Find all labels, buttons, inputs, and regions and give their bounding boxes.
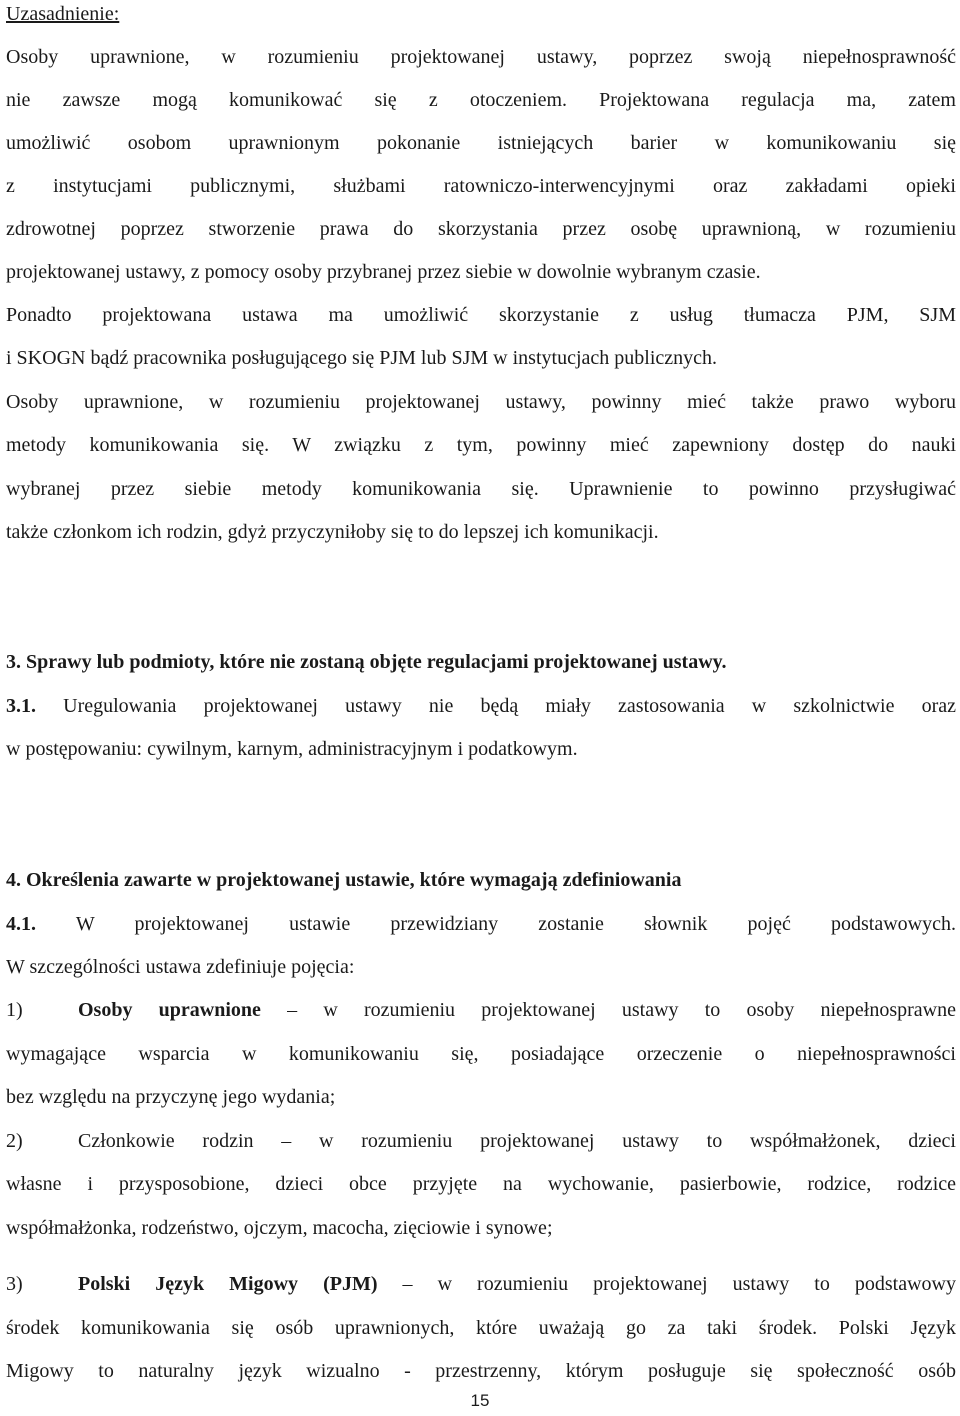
heading: Uzasadnienie: <box>6 3 120 25</box>
section4-title <box>6 866 956 894</box>
definition-item-3 <box>6 1270 956 1298</box>
item-3-number: 3) <box>6 1273 23 1295</box>
par1-line-6: projektowanej ustawy, z pomocy osoby przybranej przez siebie w dowolnie wybranym czasie. <box>6 261 761 283</box>
page-number: 15 <box>470 1391 490 1410</box>
item-3-line-3: Migowy to naturalny język wizualno - przestrzenny, którym posługuje się społeczność osób <box>6 1360 956 1382</box>
par3-line-1: Osoby uprawnione, w rozumieniu projektowanej ustawy, powinny mieć także prawo wyboru <box>6 391 956 413</box>
item-1-line-3: bez względu na przyczynę jego wydania; <box>6 1086 336 1108</box>
par3-line-4: także członkom ich rodzin, gdyż przyczyniłoby się to do lepszej ich komunikacji. <box>6 521 659 543</box>
par1-line-3: umożliwić osobom uprawnionym pokonanie istniejących barier w komunikowaniu się <box>6 132 956 154</box>
section4-sub-number: 4.1. <box>6 913 36 935</box>
item-1-rest: – w rozumieniu projektowanej ustawy to osoby niepełnosprawne <box>260 999 956 1021</box>
item-1-line-2: wymagające wsparcia w komunikowaniu się, posiadające orzeczenie o niepełnosprawności <box>6 1043 956 1065</box>
item-3-term: Polski Język Migowy (PJM) <box>78 1273 378 1295</box>
section3-line-2: w postępowaniu: cywilnym, karnym, administracyjnym i podatkowym. <box>6 738 578 760</box>
item-3-line-2: środek komunikowania się osób uprawnionych, które uważają go za taki środek. Polski Język <box>6 1317 956 1339</box>
section3-sub-number: 3.1. <box>6 695 36 717</box>
section4-title-text: 4. Określenia zawarte w projektowanej ustawie, które wymagają zdefiniowania <box>6 869 682 891</box>
item-3-rest: – w rozumieniu projektowanej ustawy to podstawowy <box>377 1273 956 1295</box>
item-2-number: 2) <box>6 1130 23 1152</box>
definition-item-2 <box>6 1127 956 1155</box>
section4-line-1 <box>6 910 956 938</box>
item-2-line-2: własne i przysposobione, dzieci obce przyjęte na wychowanie, pasierbowie, rodzice, rodzice <box>6 1173 956 1195</box>
par3-line-3: wybranej przez siebie metody komunikowania się. Uprawnienie to powinno przysługiwać <box>6 478 956 500</box>
item-2-first: Członkowie rodzin – w rozumieniu projektowanej ustawy to współmałżonek, dzieci <box>78 1130 956 1152</box>
section3-line-1 <box>6 692 956 720</box>
item-2-line-3: współmałżonka, rodzeństwo, ojczym, macocha, zięciowie i synowe; <box>6 1217 553 1239</box>
par3-line-2: metody komunikowania się. W związku z tym, powinny mieć zapewniony dostęp do nauki <box>6 434 956 456</box>
par1-line-5: zdrowotnej poprzez stworzenie prawa do skorzystania przez osobę uprawnioną, w rozumieniu <box>6 218 956 240</box>
par1-line-4: z instytucjami publicznymi, służbami ratowniczo-interwencyjnymi oraz zakładami opieki <box>6 175 956 197</box>
section4-line-1-text: W projektowanej ustawie przewidziany zostanie słownik pojęć podstawowych. <box>75 913 956 935</box>
par1-line-2: nie zawsze mogą komunikować się z otoczeniem. Projektowana regulacja ma, zatem <box>6 89 956 111</box>
par1-line-1: Osoby uprawnione, w rozumieniu projektowanej ustawy, poprzez swoją niepełnosprawność <box>6 46 956 68</box>
par2-line-2: i SKOGN bądź pracownika posługującego się PJM lub SJM w instytucjach publicznych. <box>6 347 718 369</box>
section3-title <box>6 648 956 676</box>
par2-line-1: Ponadto projektowana ustawa ma umożliwić skorzystanie z usług tłumacza PJM, SJM <box>6 304 956 326</box>
section4-line-2: W szczególności ustawa zdefiniuje pojęcia: <box>6 956 355 978</box>
section3-title-text: 3. Sprawy lub podmioty, które nie zostaną objęte regulacjami projektowanej ustawy. <box>6 651 727 673</box>
item-1-term: Osoby uprawnione <box>78 999 261 1021</box>
item-1-number: 1) <box>6 999 23 1021</box>
definition-item-1 <box>6 996 956 1024</box>
section3-line-1-text: Uregulowania projektowanej ustawy nie będą miały zastosowania w szkolnictwie oraz <box>63 695 956 717</box>
